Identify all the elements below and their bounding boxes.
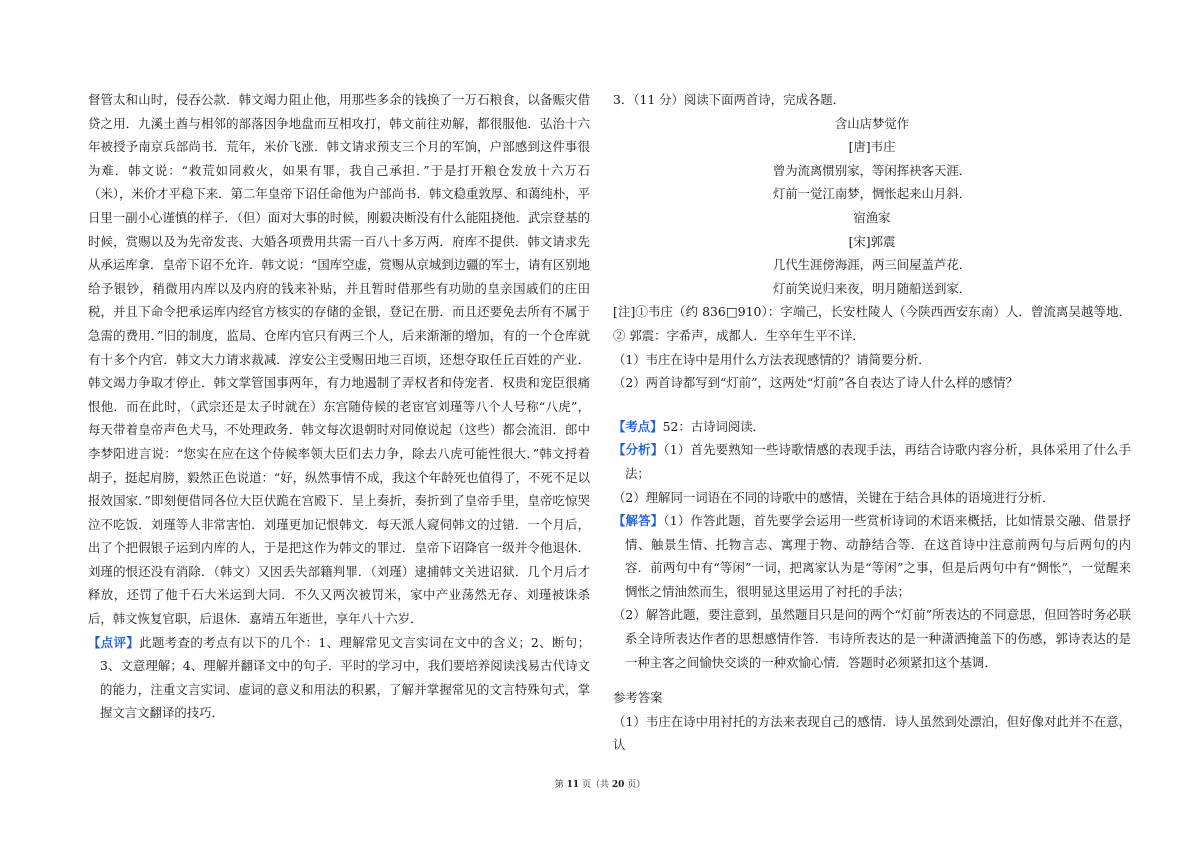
question-heading: 3．（11 分）阅读下面两首诗，完成各题． [613, 92, 846, 107]
left-column [88, 88, 590, 725]
page-total: 20 [611, 780, 625, 790]
kaodian-block [613, 415, 1131, 439]
fenxi-tag: 【分析】 [613, 442, 664, 458]
fenxi-text-1: （1）首先要熟知一些诗歌情感的表现手法，再结合诗歌内容分析，具体采用了什么手法； [625, 442, 1131, 481]
jieda-text-1: （1）作答此题，首先要学会运用一些赏析诗词的术语来概括，比如情景交融、借景抒情、触景生情、托物言志、寓理于物、动静结合等．在这首诗中注意前两句与后两句的内容．前两句中有“等闲”一词，把离家认为是“等闲”之事，但是后两句中有“惆怅”，一觉醒来惆怅之情油然而生，很明显这里运用了衬托的手法； [625, 513, 1131, 599]
sub-question-2: （2）两首诗都写到“灯前”，这两处“灯前”各自表达了诗人什么样的感情？ [613, 375, 1018, 391]
poem2-author: [宋]郭震 [848, 233, 896, 249]
poem1-title: 含山店梦觉作 [834, 115, 910, 131]
poem1-line2: 灯前一觉江南梦，惆怅起来山月斜． [772, 186, 972, 202]
jieda-text-2: （2）解答此题，要注意到，虽然题目只是问的两个“灯前”所表达的不同意思，但回答时务必联系全诗所表达作者的思想感情作答．韦诗所表达的是一种潇洒掩盖下的伤感，郭诗表达的是一种主客之间愉快交谈的一种欢愉心情．答题时必须紧扣这个基调． [613, 607, 1131, 670]
spacer [613, 395, 1131, 415]
translation-paragraph: 督管太和山时，侵吞公款．韩文竭力阻止他，用那些多余的钱换了一万石粮食，以备赈灾借贷之用．九溪土酋与相邻的部落因争地盘而互相攻打，韩文前往劝解，都很服他．弘治十六年被授予南京兵部尚书．荒年，米价飞涨．韩文请求预支三个月的军饷，户部感到这件事很为难．韩文说：“救荒如同救火，如果有罪，我自己承担．”于是打开粮仓发放十六万石（米），米价才平稳下来．第二年皇帝下诏任命他为户部尚书．韩文稳重敦厚、和蔼纯朴，平日里一副小心谨慎的样子．（但）面对大事的时候，刚毅决断没有什么能阻挠他．武宗登基的时候，赏赐以及为先帝发丧、大婚各项费用共需一百八十多万两．府库不提供．韩文请求先从承运库拿．皇帝下诏不允许．韩文说：“国库空虚，赏赐从京城到边疆的军士，请有区别地给予银钞，稍微用内库以及内府的钱来补贴，并且暂时借那些有功勋的皇亲国戚们的庄田税，并且下命令把承运库内经官方核实的存储的金银，登记在册．而且还要免去所有不属于急需的费用．”旧的制度，监局、仓库内官只有两三个人，后来渐渐的增加，有的一个仓库就有十多个内官．韩文大力请求裁减．淳安公主受赐田地三百顷，还想夺取任丘百姓的产业．韩文竭力争取才停止．韩文掌管国事两年，有力地遏制了弄权者和侍宠者．权贵和宠臣很痛恨他．而在此时，（武宗还是太子时就在）东宫随侍候的老宦官刘瑾等八个人号称“八虎”，每天带着皇帝声色犬马，不处理政务．韩文每次退朝时对同僚说起（这些）都会流泪．郎中李梦阳进言说：“您实在应在这个侍候率领大臣们去力争，除去八虎可能性很大．”韩文捋着胡子，挺起肩膀，毅然正色说道：“好，纵然事情不成，我这个年龄死也值得了，不死不足以报效国家．”即刻便借同各位大臣伏跪在宫殿下．呈上奏折，奏折到了皇帝手里，皇帝吃惊哭泣不吃饭．刘瑾等人非常害怕．刘瑾更加记恨韩文．每天派人窥伺韩文的过错．一个月后，出了个把假银子运到内库的人，于是把这作为韩文的罪过．皇帝下诏降官一级并令他退休．刘瑾的恨还没有消除．（韩文）又因丢失部籍判罪．（刘瑾）逮捕韩文关进诏狱．几个月后才释放，还罚了他千石大米运到大同．不久又两次被罚米，家中产业荡然无存、刘瑾被诛杀后，韩文恢复官职，后退休．嘉靖五年逝世，享年八十六岁． [88, 92, 590, 627]
kaodian-text: 52：古诗词阅读． [662, 418, 766, 434]
kaodian-tag: 【考点】 [613, 418, 663, 434]
comment-block [88, 631, 590, 725]
poem2-title: 宿渔家 [853, 209, 891, 225]
sub-question-1: （1）韦庄在诗中是用什么方法表现感情的？请简要分析． [613, 351, 931, 367]
poem2-line1: 几代生涯傍海涯，两三间屋盖芦花． [772, 257, 972, 273]
footer-prefix: 第 [554, 780, 567, 790]
page-number: 11 [566, 780, 580, 790]
poem-note: [注]①韦庄（约 836□910）：字端己，长安杜陵人（今陕西西安东南）人．曾流离吴越等地．② 郭震：字希声，成都人．生卒年生平不详． [613, 304, 1131, 343]
poem2-line2: 灯前笑说归来夜，明月随船送到家． [772, 280, 972, 296]
answer-heading: 参考答案 [613, 690, 663, 706]
jieda-tag: 【解答】 [613, 513, 664, 529]
poem1-author: [唐]韦庄 [848, 139, 896, 155]
poem1-line1: 曾为流离惯别家，等闲挥袂客天涯． [772, 162, 972, 178]
fenxi-text-2: （2）理解同一词语在不同的诗歌中的感情，关键在于结合具体的语境进行分析． [613, 489, 1055, 505]
footer-suffix: 页） [624, 780, 646, 790]
comment-tag: 【点评】 [88, 634, 140, 650]
right-column [613, 88, 1131, 757]
answer-1: （1）韦庄在诗中用衬托的方法来表现自己的感情．诗人虽然到处漂泊，但好像对此并不在意，认 [613, 713, 1131, 753]
jieda-block [613, 509, 1131, 603]
comment-text: 此题考查的考点有以下的几个：1、理解常见文言实词在文中的含义；2、断句；3、文意理解；4、理解并翻译文中的句子．平时的学习中，我们要培养阅读浅易古代诗文的能力，注重文言实词、虚词的意义和用法的积累，了解并掌握常见的文言特殊句式，掌握文言文翻译的技巧． [100, 634, 590, 721]
page-footer [0, 777, 1200, 790]
fenxi-block [613, 438, 1131, 485]
spacer [613, 674, 1131, 686]
footer-middle: 页（共 [579, 780, 612, 790]
